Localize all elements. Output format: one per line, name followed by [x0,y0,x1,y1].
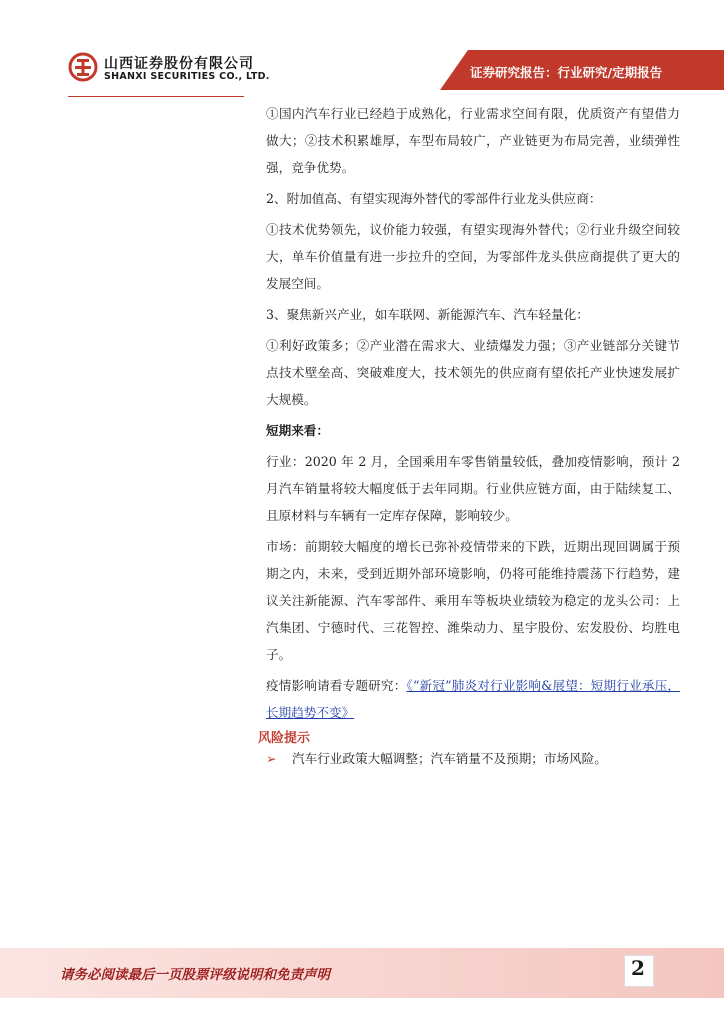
company-logo-icon [68,52,98,82]
bullet-arrow-icon: ➢ [266,751,277,766]
special-research-link[interactable]: 《“新冠”肺炎对行业影响&展望：短期行业承压，长期趋势不变》 [266,678,680,720]
paragraph-market: 市场：前期较大幅度的增长已弥补疫情带来的下跌，近期出现回调属于预期之内，未来，受到近期外部环境影响，仍将可能维持震荡下行趋势，建议关注新能源、汽车零部件、乘用车等板块业绩较为稳定的龙头公司：上汽集团、宁德时代、三花智控、潍柴动力、星宇股份、宏发股份、均胜电子。 [266,539,680,662]
short-term-heading: 短期来看： [266,423,329,438]
report-type-label: 证券研究报告：行业研究/定期报告 [470,65,663,80]
header-divider [68,96,244,97]
special-research-prefix: 疫情影响请看专题研究： [266,678,407,693]
risk-item [266,747,607,771]
risk-item-text: 汽车行业政策大幅调整；汽车销量不及预期；市场风险。 [292,751,607,766]
paragraph-4: 3、聚焦新兴产业，如车联网、新能源汽车、汽车轻量化： [266,307,589,322]
paragraph-2: 2、附加值高、有望实现海外替代的零部件行业龙头供应商： [266,191,602,206]
page-number: 2 [631,956,645,980]
company-name-cn: 山西证券股份有限公司 [104,56,254,72]
paragraph-1: ①国内汽车行业已经趋于成熟化，行业需求空间有限，优质资产有望借力做大；②技术积累雄厚，车型布局较广，产业链更为布局完善，业绩弹性强，竞争优势。 [266,106,680,175]
paragraph-special-research [266,672,680,726]
paragraph-5: ①利好政策多；②产业潜在需求大、业绩爆发力强；③产业链部分关键节点技术壁垒高、突破难度大，技术领先的供应商有望依托产业快速发展扩大规模。 [266,338,680,407]
disclaimer-notice: 请务必阅读最后一页股票评级说明和免责声明 [60,967,330,983]
report-body [266,100,680,730]
paragraph-industry: 行业：2020 年 2 月，全国乘用车零售销量较低，叠加疫情影响，预计 2 月汽车销量将较大幅度低于去年同期。行业供应链方面，由于陆续复工、且原材料与车辆有一定库存保障，影响较少。 [266,454,680,523]
company-name-en: SHANXI SECURITIES CO., LTD. [104,71,270,82]
risk-section-title: 风险提示 [258,731,311,746]
paragraph-3: ①技术优势领先，议价能力较强，有望实现海外替代；②行业升级空间较大，单车价值量有进一步拉升的空间，为零部件龙头供应商提供了更大的发展空间。 [266,222,680,291]
page-header [0,0,724,98]
